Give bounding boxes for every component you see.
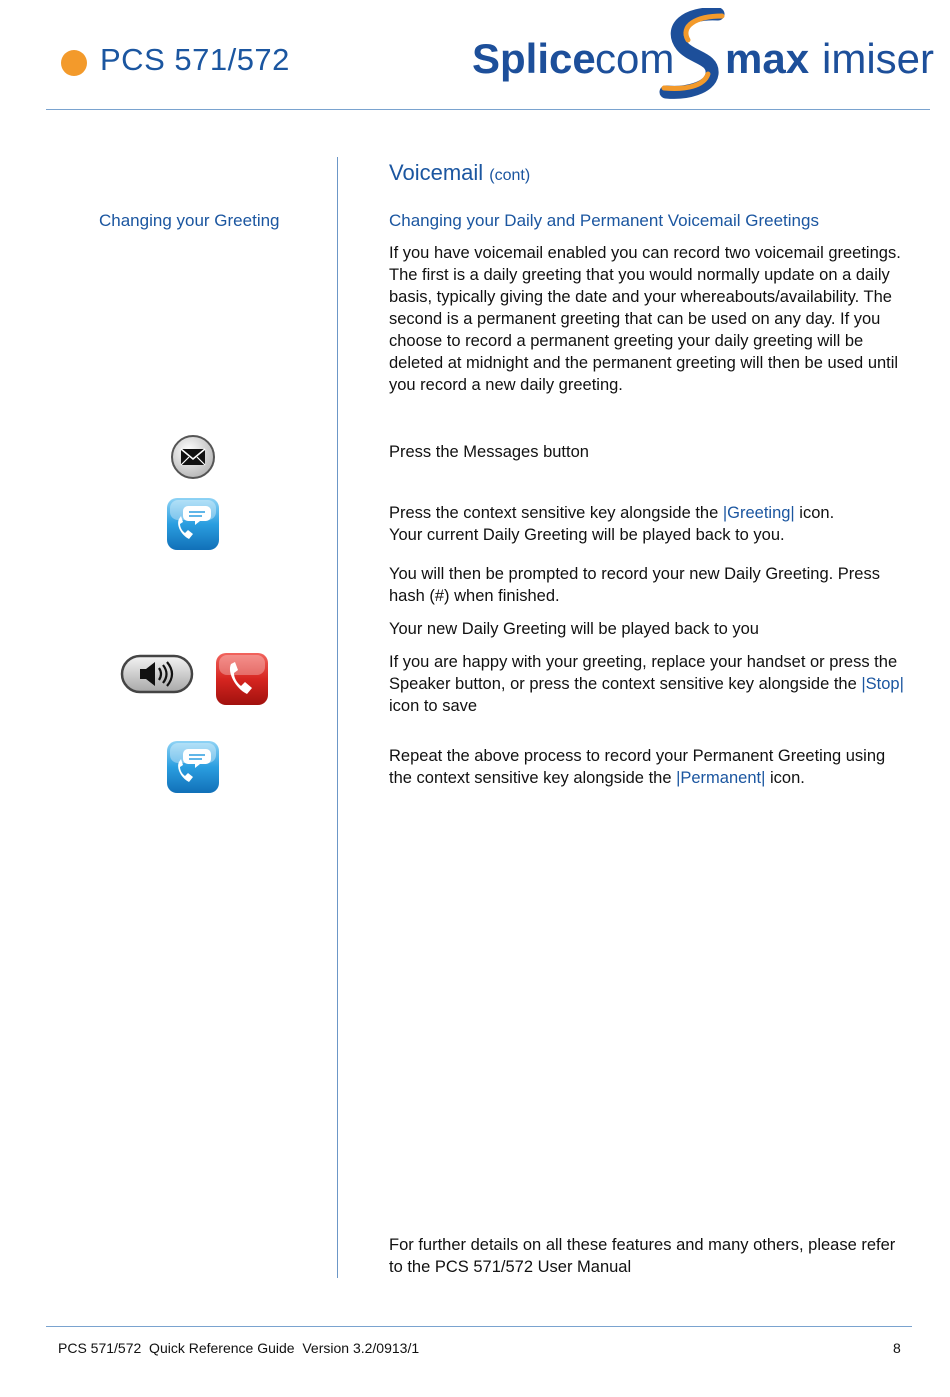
logo-swoosh-icon (656, 8, 734, 100)
logo-text-max: max (725, 35, 810, 82)
header-divider (46, 109, 930, 110)
further-details-paragraph: For further details on all these features and many others, please refer to the PCS 571/572 User Manual (389, 1236, 896, 1276)
bullet-dot (61, 50, 87, 76)
happy-text-pre: If you are happy with your greeting, replace your handset or press the Speaker button, or press the context sensitive key alongside the (389, 653, 898, 693)
voicemail-greeting-icon (166, 497, 220, 551)
voicemail-greeting-icon (166, 740, 220, 794)
repeat-text-post: icon. (765, 769, 805, 787)
happy-text-post: icon to save (389, 697, 478, 715)
press-messages-text: Press the Messages button (389, 443, 589, 461)
stop-softkey-label: |Stop| (861, 675, 904, 693)
splicecom-maximiser-logo (470, 8, 934, 100)
side-heading: Changing your Greeting (99, 211, 280, 230)
page-number: 8 (893, 1340, 901, 1356)
logo-text-imiser: imiser (822, 35, 934, 82)
greeting-key-paragraph (389, 502, 909, 546)
new-played-text: Your new Daily Greeting will be played back to you (389, 620, 759, 638)
permanent-softkey-label: |Permanent| (676, 769, 766, 787)
intro-paragraph: If you have voicemail enabled you can record two voicemail greetings. The first is a daily greeting that you would normally update on a daily basis, typically giving the date and your whereabouts/availability. The second is a permanent greeting that can be used on any day. If you choose to record a permanent greeting your daily greeting will be deleted at midnight and the permanent greeting will then be used until you record a new daily greeting. (389, 244, 901, 394)
repeat-paragraph (389, 745, 909, 789)
column-divider (337, 157, 338, 1278)
envelope-icon (170, 434, 216, 480)
prompted-paragraph: You will then be prompted to record your new Daily Greeting. Press hash (#) when finished. (389, 565, 880, 605)
greeting-key-text-pre: Press the context sensitive key alongside the (389, 504, 723, 522)
greeting-key-text-post: icon. (794, 504, 835, 522)
logo-text-com: com (595, 35, 675, 82)
current-played-text: Your current Daily Greeting will be played back to you. (389, 526, 785, 544)
happy-paragraph (389, 651, 909, 717)
logo-text-splice: Splice (472, 35, 596, 82)
speaker-icon (120, 654, 194, 694)
footer-document-info: PCS 571/572 Quick Reference Guide Version 3.2/0913/1 (58, 1340, 420, 1356)
repeat-text-pre: Repeat the above process to record your Permanent Greeting using the context sensitive key alongside the (389, 747, 886, 787)
section-title-text: Voicemail (389, 160, 484, 185)
footer-divider (46, 1326, 912, 1327)
section-title-suffix: (cont) (489, 167, 531, 184)
greeting-softkey-label: |Greeting| (722, 504, 795, 522)
page-title: PCS 571/572 (100, 42, 290, 77)
sub-heading: Changing your Daily and Permanent Voicemail Greetings (389, 211, 819, 230)
section-title (389, 160, 530, 186)
handset-icon (215, 652, 269, 706)
